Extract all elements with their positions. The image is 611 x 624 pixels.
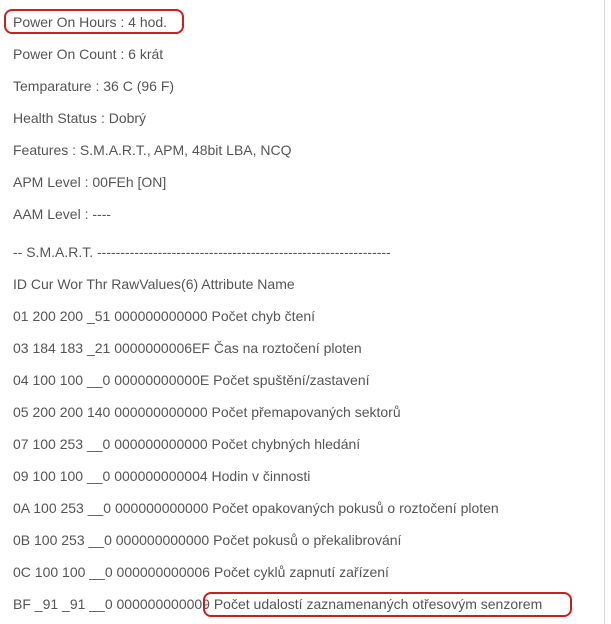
power-on-hours: Power On Hours : 4 hod. xyxy=(13,14,168,30)
attribute-row: 01 200 200 _51 000000000000 Počet chyb čtení xyxy=(13,308,316,324)
attribute-row: 0C 100 100 __0 000000000006 Počet cyklů zapnutí zařízení xyxy=(13,564,389,580)
attribute-row: 09 100 100 __0 000000000004 Hodin v činnosti xyxy=(13,468,311,484)
smart-section-header: -- S.M.A.R.T. --------------------------------------------------------------- xyxy=(13,244,391,260)
temperature: Temparature : 36 C (96 F) xyxy=(13,78,175,94)
features: Features : S.M.A.R.T., APM, 48bit LBA, NCQ xyxy=(13,142,292,158)
attribute-row: 07 100 253 __0 000000000000 Počet chybných hledání xyxy=(13,436,361,452)
power-on-count: Power On Count : 6 krát xyxy=(13,46,164,62)
health-status: Health Status : Dobrý xyxy=(13,110,147,126)
attribute-row: 0B 100 253 __0 000000000000 Počet pokusů o překalibrování xyxy=(13,532,402,548)
attribute-row: 04 100 100 __0 00000000000E Počet spuštění/zastavení xyxy=(13,372,370,388)
apm-level: APM Level : 00FEh [ON] xyxy=(13,174,167,190)
attribute-row: 0A 100 253 __0 000000000000 Počet opakovaných pokusů o roztočení ploten xyxy=(13,500,499,516)
attribute-row: 05 200 200 140 000000000000 Počet přemapovaných sektorů xyxy=(13,404,401,420)
attribute-table-header: ID Cur Wor Thr RawValues(6) Attribute Name xyxy=(13,276,295,292)
attribute-row: BF _91 _91 __0 000000000009 Počet udalostí zaznamenaných otřesovým senzorem xyxy=(13,596,543,612)
aam-level: AAM Level : ---- xyxy=(13,206,112,222)
attribute-row: 03 184 183 _21 0000000006EF Čas na roztočení ploten xyxy=(13,340,362,356)
